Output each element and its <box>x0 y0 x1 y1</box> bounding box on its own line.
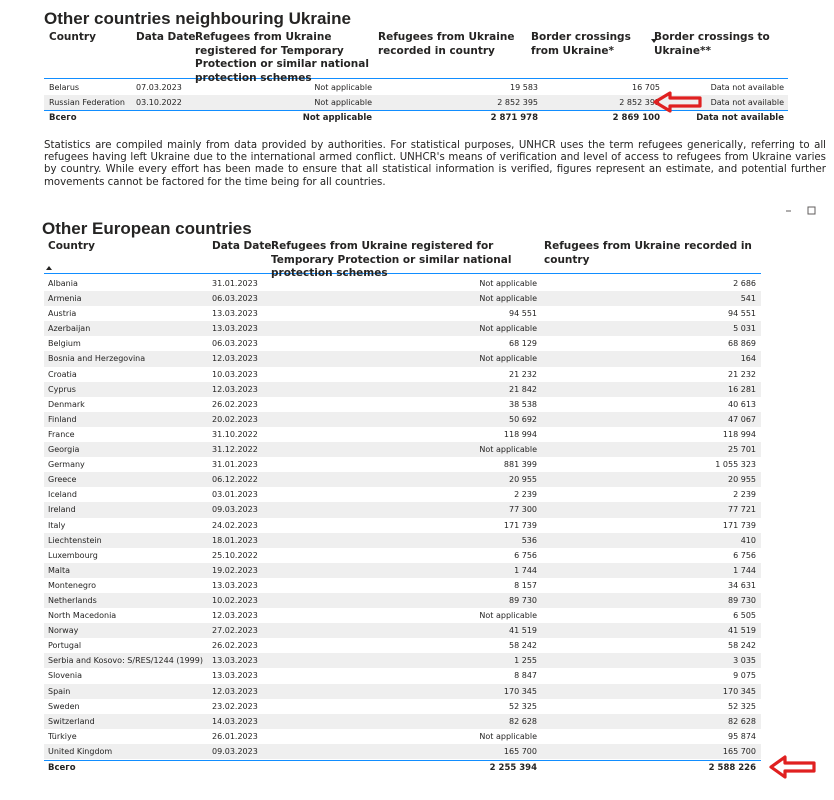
cell-recorded: 165 700 <box>722 746 756 756</box>
table-row[interactable] <box>44 487 761 502</box>
table-row[interactable] <box>44 427 761 442</box>
cell-date: 31.01.2023 <box>212 279 258 288</box>
neighbours-title: Other countries neighbouring Ukraine <box>44 9 351 28</box>
cell-country: Montenegro <box>48 580 97 590</box>
cell-tp: Not applicable <box>479 279 537 288</box>
cell-recorded: 9 075 <box>733 671 756 681</box>
cell-date: 19.02.2023 <box>212 565 258 575</box>
cell-country: United Kingdom <box>48 746 113 756</box>
table-row[interactable] <box>44 321 761 336</box>
table-row[interactable] <box>44 653 761 668</box>
table-row[interactable] <box>44 623 761 638</box>
cell-country: Finland <box>48 414 77 424</box>
total-crossings-from: 2 869 100 <box>612 113 660 123</box>
table-row[interactable] <box>44 382 761 397</box>
cell-recorded: 40 613 <box>728 399 756 409</box>
cell-recorded: 171 739 <box>722 520 756 530</box>
cell-recorded: 164 <box>740 354 756 364</box>
table-row[interactable] <box>44 291 761 306</box>
col-country[interactable]: Country <box>49 31 96 43</box>
table-row[interactable] <box>44 714 761 729</box>
cell-country: Sweden <box>48 701 80 711</box>
table-row[interactable] <box>44 306 761 321</box>
table-row[interactable] <box>44 563 761 578</box>
col-data-date[interactable]: Data Date <box>212 240 272 252</box>
table-row[interactable] <box>44 729 761 744</box>
cell-tp: 118 994 <box>503 429 537 439</box>
table-row[interactable] <box>44 502 761 517</box>
cell-country: Spain <box>48 686 71 696</box>
cell-date: 31.10.2022 <box>212 429 258 439</box>
table-row[interactable] <box>44 608 761 623</box>
table-row[interactable] <box>44 518 761 533</box>
table-row[interactable] <box>44 472 761 487</box>
cell-tp: 1 255 <box>514 656 537 666</box>
total-crossings-to: Data not available <box>696 113 784 123</box>
cell-country: Ireland <box>48 505 76 515</box>
cell-recorded: 68 869 <box>728 339 756 349</box>
cell-country: Denmark <box>48 399 85 409</box>
cell-recorded: 89 730 <box>728 595 756 605</box>
cell-country: Portugal <box>48 641 82 651</box>
cell-tp: 41 519 <box>509 626 537 636</box>
cell-date: 12.03.2023 <box>212 686 258 696</box>
cell-recorded: 1 744 <box>733 565 756 575</box>
table-row[interactable] <box>44 699 761 714</box>
cell-crossings-to: Data not available <box>710 98 784 107</box>
cell-tp: Not applicable <box>314 98 372 107</box>
cell-date: 13.03.2023 <box>212 656 258 666</box>
col-crossings-from[interactable]: Border crossings from Ukraine* <box>531 31 631 57</box>
cell-country: Slovenia <box>48 671 83 681</box>
cell-date: 03.10.2022 <box>136 98 182 107</box>
cell-recorded: 410 <box>740 535 756 545</box>
cell-country: North Macedonia <box>48 611 117 621</box>
cell-tp: 38 538 <box>509 399 537 409</box>
cell-recorded: 25 701 <box>728 445 756 455</box>
cell-country: Liechtenstein <box>48 535 102 545</box>
cell-recorded: 19 583 <box>510 83 538 92</box>
cell-country: Luxembourg <box>48 550 98 560</box>
table-row[interactable] <box>44 457 761 472</box>
col-country[interactable]: Country <box>48 240 95 252</box>
table-row[interactable] <box>44 412 761 427</box>
cell-tp: 89 730 <box>509 595 537 605</box>
cell-tp: 52 325 <box>509 701 537 711</box>
cell-country: Switzerland <box>48 716 95 726</box>
cell-country: Norway <box>48 626 79 636</box>
cell-date: 09.03.2023 <box>212 505 258 515</box>
cell-date: 06.12.2022 <box>212 475 258 485</box>
col-recorded[interactable]: Refugees from Ukraine recorded in country <box>378 31 515 57</box>
cell-country: Armenia <box>48 294 82 304</box>
cell-tp: 2 239 <box>514 490 537 500</box>
table-row[interactable] <box>44 442 761 457</box>
cell-recorded: 47 067 <box>728 414 756 424</box>
cell-date: 25.10.2022 <box>212 550 258 560</box>
cell-date: 13.03.2023 <box>212 324 258 334</box>
total-label: Всего <box>49 113 77 123</box>
european-total-row <box>44 760 761 776</box>
focus-mode-icon[interactable] <box>786 206 816 218</box>
cell-recorded: 77 721 <box>728 505 756 515</box>
cell-recorded: 21 232 <box>728 369 756 379</box>
table-row[interactable] <box>44 351 761 366</box>
cell-date: 10.03.2023 <box>212 369 258 379</box>
cell-country: Germany <box>48 460 85 470</box>
cell-recorded: 6 505 <box>733 611 756 621</box>
table-row[interactable] <box>44 684 761 699</box>
cell-tp: Not applicable <box>479 611 537 621</box>
table-row[interactable] <box>44 548 761 563</box>
col-temporary-protection[interactable]: Refugees from Ukraine registered for Temporary Protection or similar national protection schemes <box>195 31 369 84</box>
cell-recorded: 2 686 <box>733 279 756 288</box>
cell-date: 12.03.2023 <box>212 384 258 394</box>
neighbours-table-header <box>44 30 788 84</box>
table-row[interactable] <box>44 593 761 608</box>
cell-tp: 21 842 <box>509 384 537 394</box>
cell-recorded: 94 551 <box>728 309 756 319</box>
cell-tp: Not applicable <box>479 354 537 364</box>
cell-date: 12.03.2023 <box>212 354 258 364</box>
cell-country: Türkiye <box>48 731 77 741</box>
cell-date: 24.02.2023 <box>212 520 258 530</box>
cell-tp: Not applicable <box>479 324 537 334</box>
european-table-header <box>44 239 761 279</box>
cell-tp: 6 756 <box>514 550 537 560</box>
cell-date: 13.03.2023 <box>212 309 258 319</box>
cell-country: France <box>48 429 75 439</box>
sort-descending-icon[interactable] <box>651 39 657 43</box>
cell-tp: 58 242 <box>509 641 537 651</box>
cell-country: Belgium <box>48 339 81 349</box>
cell-date: 06.03.2023 <box>212 294 258 304</box>
cell-country: Croatia <box>48 369 77 379</box>
cell-country: Azerbaijan <box>48 324 91 334</box>
total-tp: Not applicable <box>302 113 372 123</box>
sort-ascending-icon[interactable] <box>46 266 52 270</box>
cell-date: 13.03.2023 <box>212 580 258 590</box>
table-row[interactable] <box>44 276 761 291</box>
cell-country: Greece <box>48 475 77 485</box>
cell-recorded: 5 031 <box>733 324 756 334</box>
cell-date: 06.03.2023 <box>212 339 258 349</box>
cell-date: 26.02.2023 <box>212 641 258 651</box>
cell-recorded: 6 756 <box>733 550 756 560</box>
col-recorded[interactable]: Refugees from Ukraine recorded in country <box>544 240 752 266</box>
cell-tp: Not applicable <box>479 294 537 304</box>
table-row[interactable] <box>44 578 761 593</box>
cell-date: 20.02.2023 <box>212 414 258 424</box>
cell-country: Georgia <box>48 445 80 455</box>
cell-country: Malta <box>48 565 71 575</box>
cell-country: Italy <box>48 520 66 530</box>
cell-tp: Not applicable <box>479 445 537 455</box>
total-label: Всего <box>48 763 76 773</box>
cell-recorded: 34 631 <box>728 580 756 590</box>
cell-date: 09.03.2023 <box>212 746 258 756</box>
european-table-body <box>44 276 761 759</box>
cell-recorded: 541 <box>740 294 756 304</box>
total-recorded: 2 871 978 <box>490 113 538 123</box>
table-row[interactable] <box>44 533 761 548</box>
cell-recorded: 118 994 <box>722 429 756 439</box>
cell-tp: 165 700 <box>503 746 537 756</box>
cell-date: 12.03.2023 <box>212 611 258 621</box>
cell-date: 07.03.2023 <box>136 83 182 92</box>
table-row[interactable] <box>44 397 761 412</box>
cell-date: 10.02.2023 <box>212 595 258 605</box>
cell-crossings-from: 16 705 <box>632 83 660 92</box>
cell-recorded: 20 955 <box>728 475 756 485</box>
cell-recorded: 3 035 <box>733 656 756 666</box>
cell-recorded: 82 628 <box>728 716 756 726</box>
cell-date: 03.01.2023 <box>212 490 258 500</box>
cell-crossings-from: 2 852 395 <box>619 98 660 107</box>
cell-tp: 20 955 <box>509 475 537 485</box>
cell-tp: 170 345 <box>503 686 537 696</box>
cell-tp: 21 232 <box>509 369 537 379</box>
red-arrow-icon <box>652 90 704 114</box>
table-row[interactable] <box>44 638 761 653</box>
cell-date: 13.03.2023 <box>212 671 258 681</box>
cell-date: 18.01.2023 <box>212 535 258 545</box>
cell-crossings-to: Data not available <box>710 83 784 92</box>
cell-tp: 1 744 <box>514 565 537 575</box>
col-crossings-to[interactable]: Border crossings to Ukraine** <box>654 31 770 57</box>
table-row[interactable] <box>44 744 761 759</box>
cell-date: 26.01.2023 <box>212 731 258 741</box>
cell-date: 31.12.2022 <box>212 445 258 455</box>
cell-recorded: 2 852 395 <box>497 98 538 107</box>
cell-tp: 68 129 <box>509 339 537 349</box>
cell-country: Cyprus <box>48 384 76 394</box>
col-data-date[interactable]: Data Date <box>136 31 196 43</box>
cell-country: Albania <box>48 279 78 288</box>
col-temporary-protection[interactable]: Refugees from Ukraine registered for Temporary Protection or similar national protection schemes <box>271 240 512 279</box>
cell-country: Bosnia and Herzegovina <box>48 354 146 364</box>
cell-recorded: 58 242 <box>728 641 756 651</box>
cell-recorded: 95 874 <box>728 731 756 741</box>
cell-recorded: 16 281 <box>728 384 756 394</box>
cell-tp: 8 847 <box>514 671 537 681</box>
cell-country: Austria <box>48 309 77 319</box>
cell-recorded: 41 519 <box>728 626 756 636</box>
table-row[interactable] <box>44 367 761 382</box>
table-row[interactable] <box>44 668 761 683</box>
cell-recorded: 1 055 323 <box>715 460 756 470</box>
cell-tp: 82 628 <box>509 716 537 726</box>
cell-tp: 881 399 <box>503 460 537 470</box>
statement-paragraph: Statistics are compiled mainly from data provided by authorities. For statistical purposes, UNHCR uses the term refugees generically, referring to all refugees having left Ukraine due to the international armed conflict. UNHCR's means of verification and level of access to refugees from Ukraine varies by country. While every effort has been made to ensure that all statistical information is verified, figures represent an estimate, and potential further movements cannot be factored for the time being for all countries. <box>44 140 826 188</box>
cell-country: Iceland <box>48 490 77 500</box>
cell-country: Russian Federation <box>49 98 125 107</box>
cell-tp: 536 <box>521 535 537 545</box>
cell-date: 26.02.2023 <box>212 399 258 409</box>
total-tp: 2 255 394 <box>489 763 537 773</box>
cell-tp: Not applicable <box>479 731 537 741</box>
cell-date: 31.01.2023 <box>212 460 258 470</box>
cell-tp: Not applicable <box>314 83 372 92</box>
european-title: Other European countries <box>42 219 252 238</box>
cell-date: 27.02.2023 <box>212 626 258 636</box>
cell-recorded: 2 239 <box>733 490 756 500</box>
table-row[interactable] <box>44 336 761 351</box>
cell-country: Belarus <box>49 83 80 92</box>
cell-country: Serbia and Kosovo: S/RES/1244 (1999) <box>48 656 203 666</box>
cell-tp: 94 551 <box>509 309 537 319</box>
cell-tp: 8 157 <box>514 580 537 590</box>
cell-date: 23.02.2023 <box>212 701 258 711</box>
cell-date: 14.03.2023 <box>212 716 258 726</box>
cell-tp: 50 692 <box>509 414 537 424</box>
total-recorded: 2 588 226 <box>708 763 756 773</box>
cell-recorded: 170 345 <box>722 686 756 696</box>
cell-country: Netherlands <box>48 595 97 605</box>
cell-tp: 77 300 <box>509 505 537 515</box>
red-arrow-icon <box>768 754 818 780</box>
cell-tp: 171 739 <box>503 520 537 530</box>
cell-recorded: 52 325 <box>728 701 756 711</box>
